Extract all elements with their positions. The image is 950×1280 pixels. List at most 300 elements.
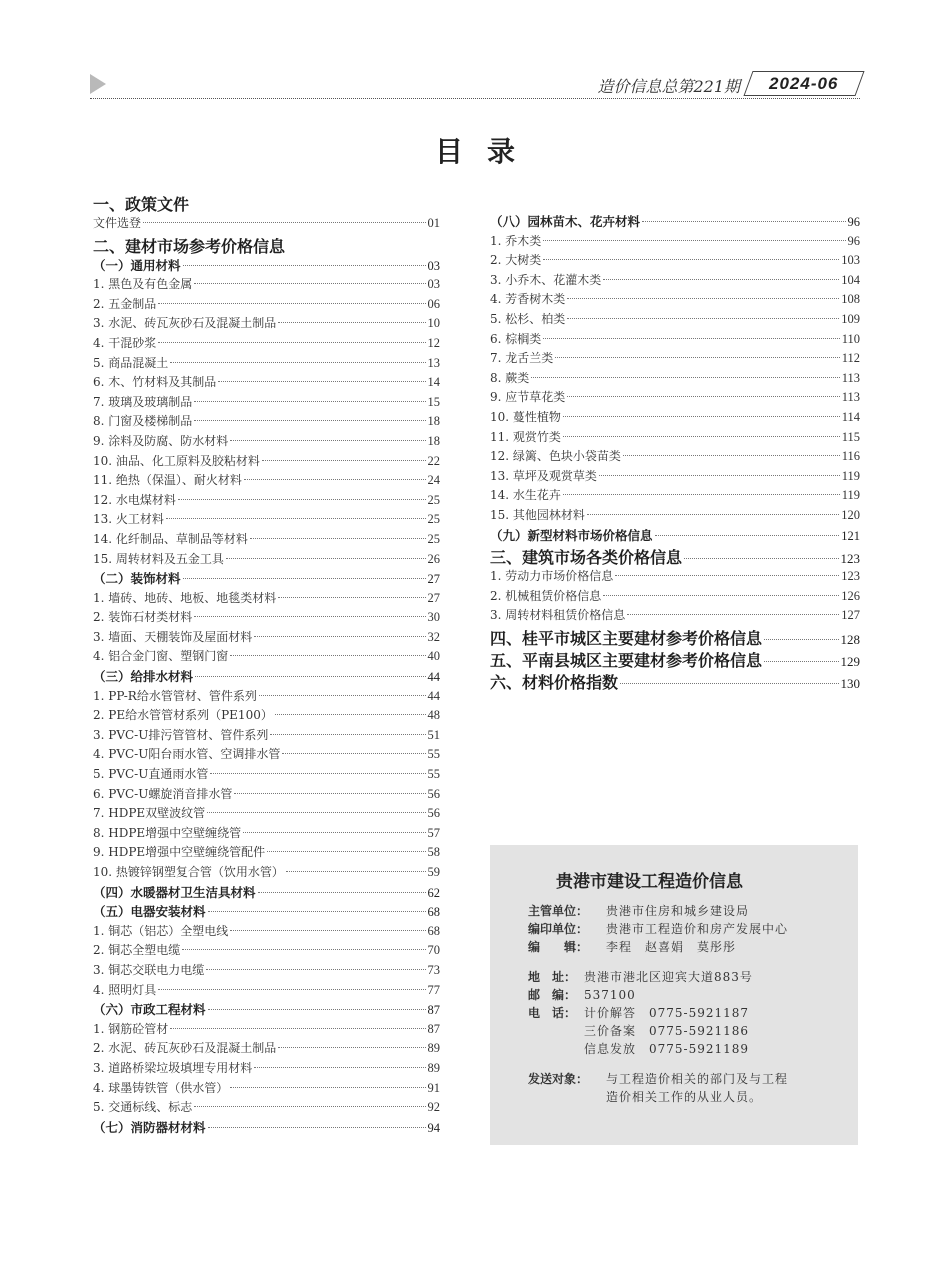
toc-entry — [93, 981, 440, 1001]
toc-page-number: 58 — [427, 845, 440, 860]
toc-dot-leader — [684, 558, 838, 559]
toc-entry — [490, 271, 860, 291]
audience-label: 发送对象： — [528, 1072, 589, 1086]
toc-section-heading — [490, 670, 860, 692]
toc-entry-title: 1. 劳动力市场价格信息 — [490, 569, 614, 584]
toc-dot-leader — [230, 1087, 425, 1088]
toc-entry-title: （九）新型材料市场价格信息 — [490, 527, 653, 543]
toc-page-number: 123 — [841, 569, 860, 584]
toc-entry-title: 4. 照明灯具 — [93, 982, 157, 997]
toc-entry-title: 4. 干混砂浆 — [93, 335, 157, 350]
toc-page-number: 48 — [427, 708, 440, 723]
toc-page-number: 96 — [847, 215, 860, 229]
toc-page-number: 113 — [841, 390, 860, 405]
toc-subsection — [93, 569, 440, 589]
toc-entry — [490, 369, 860, 389]
toc-page-number: 56 — [427, 786, 440, 801]
toc-page-number: 27 — [427, 572, 440, 587]
address-row — [528, 968, 858, 986]
phone-row — [528, 1004, 858, 1022]
toc-page-number: 14 — [427, 375, 440, 390]
toc-dot-leader — [158, 989, 425, 990]
audience-value-2: 造价相关工作的从业人员。 — [606, 1090, 763, 1104]
toc-page-number: 87 — [427, 1021, 440, 1036]
supervisor-value: 贵港市住房和城乡建设局 — [606, 904, 750, 918]
toc-entry-title: 9. HDPE增强中空壁缠绕管配件 — [93, 845, 266, 860]
toc-entry-title: 五、平南县城区主要建材参考价格信息 — [490, 650, 763, 670]
phone-value-1: 计价解答 0775-5921187 — [584, 1006, 750, 1020]
toc-page-number: 44 — [427, 688, 440, 703]
toc-page-number: 115 — [841, 429, 860, 444]
toc-dot-leader — [587, 514, 839, 515]
audience-row — [528, 1070, 858, 1088]
toc-dot-leader — [194, 283, 425, 284]
toc-entry — [490, 606, 860, 626]
toc-page-number: 25 — [427, 531, 440, 546]
address-label: 地 址： — [528, 970, 577, 984]
toc-page-number: 40 — [427, 649, 440, 664]
toc-entry — [93, 745, 440, 765]
toc-entry-title: 15. 其他园林材料 — [490, 507, 585, 522]
toc-entry — [93, 589, 440, 609]
toc-dot-leader — [218, 381, 425, 382]
toc-page-number: 119 — [841, 488, 860, 503]
toc-entry — [93, 510, 440, 530]
toc-dot-leader — [206, 969, 425, 970]
toc-entry-title: 4. 球墨铸铁管（供水管） — [93, 1080, 229, 1095]
toc-dot-leader — [563, 494, 840, 495]
toc-dot-leader — [603, 279, 839, 280]
toc-page-number: 87 — [427, 1003, 440, 1018]
toc-page-number: 27 — [427, 590, 440, 605]
supervisor-row — [528, 902, 858, 920]
toc-page-number: 68 — [427, 923, 440, 938]
toc-dot-leader — [250, 538, 426, 539]
toc-page-number: 57 — [427, 825, 440, 840]
toc-dot-leader — [158, 303, 425, 304]
toc-entry — [93, 843, 440, 863]
toc-page-number: 110 — [841, 331, 860, 346]
toc-subsection — [93, 256, 440, 276]
toc-dot-leader — [278, 322, 425, 323]
toc-dot-leader — [278, 597, 425, 598]
toc-entry-title: 8. 门窗及楼梯制品 — [93, 414, 193, 429]
toc-dot-leader — [567, 318, 839, 319]
toc-dot-leader — [208, 1009, 426, 1010]
toc-entry-title: 11. 绝热（保温）、耐火材料 — [93, 473, 242, 488]
toc-page-number: 112 — [841, 351, 860, 366]
toc-entry-title: 3. 墙面、天棚装饰及屋面材料 — [93, 629, 253, 644]
toc-page-number: 12 — [427, 335, 440, 350]
toc-page-number: 129 — [840, 653, 860, 669]
toc-entry-title: （二）装饰材料 — [93, 571, 181, 587]
toc-page-number: 15 — [427, 394, 440, 409]
toc-dot-leader — [642, 221, 845, 222]
toc-entry-title: 9. 应节草花类 — [490, 390, 566, 405]
toc-dot-leader — [158, 342, 425, 343]
toc-entry-title: 14. 化纤制品、草制品等材料 — [93, 531, 248, 546]
toc-dot-leader — [234, 793, 425, 794]
toc-dot-leader — [230, 440, 425, 441]
issue-date: 2024-06 — [769, 74, 839, 93]
toc-dot-leader — [226, 558, 426, 559]
toc-entry — [93, 608, 440, 628]
toc-dot-leader — [555, 357, 839, 358]
toc-dot-leader — [166, 518, 426, 519]
toc-entry-title: 13. 草坪及观赏草类 — [490, 468, 597, 483]
toc-page-number: 123 — [840, 551, 860, 567]
toc-subsection — [490, 212, 860, 232]
toc-entry-title: 13. 火工材料 — [93, 512, 164, 527]
toc-entry — [93, 726, 440, 746]
toc-entry-title: 1. 钢筋砼管材 — [93, 1021, 169, 1036]
toc-entry — [490, 567, 860, 587]
play-arrow-icon — [90, 74, 106, 94]
toc-entry-title: 2. 五金制品 — [93, 296, 157, 311]
toc-page-number: 30 — [427, 610, 440, 625]
toc-left-column — [93, 192, 440, 1137]
toc-entry — [93, 295, 440, 315]
toc-dot-leader — [230, 930, 425, 931]
toc-entry — [490, 310, 860, 330]
toc-dot-leader — [258, 892, 426, 893]
toc-entry-title: 一、政策文件 — [93, 195, 190, 214]
toc-entry — [93, 275, 440, 295]
toc-section-heading — [490, 545, 860, 567]
toc-entry-title: 7. 龙舌兰类 — [490, 351, 554, 366]
toc-entry-title: （六）市政工程材料 — [93, 1002, 206, 1018]
toc-page-number: 77 — [427, 982, 440, 997]
toc-entry — [93, 393, 440, 413]
toc-page-number: 89 — [427, 1041, 440, 1056]
toc-page-number: 56 — [427, 806, 440, 821]
toc-page-number: 73 — [427, 962, 440, 977]
toc-page-number: 32 — [427, 629, 440, 644]
toc-entry-title: 2. PE给水管管材系列（PE100） — [93, 708, 273, 723]
phone-value-2: 三价备案 0775-5921186 — [584, 1024, 750, 1038]
toc-entry-title: 10. 热镀锌钢塑复合管（饮用水管） — [93, 865, 284, 879]
toc-entry — [93, 412, 440, 432]
toc-dot-leader — [627, 614, 839, 615]
toc-page-number: 108 — [841, 292, 860, 307]
toc-page-number: 18 — [427, 433, 440, 448]
toc-dot-leader — [275, 714, 426, 715]
toc-entry-title: （三）给排水材料 — [93, 669, 194, 685]
toc-entry-title: 5. 交通标线、标志 — [93, 1100, 193, 1115]
toc-entry-title: 12. 水电煤材料 — [93, 492, 176, 507]
toc-dot-leader — [278, 1047, 425, 1048]
toc-dot-leader — [262, 460, 426, 461]
toc-entry — [93, 941, 440, 961]
supervisor-label: 主管单位： — [528, 904, 589, 918]
toc-page-number: 127 — [841, 608, 860, 623]
toc-dot-leader — [194, 1106, 425, 1107]
toc-page-number: 44 — [427, 670, 440, 685]
toc-page-number: 03 — [427, 258, 440, 273]
toc-entry — [93, 628, 440, 648]
toc-entry — [93, 314, 440, 334]
toc-entry-title: 2. 水泥、砖瓦灰砂石及混凝土制品 — [93, 1041, 277, 1056]
toc-entry-title: 14. 水生花卉 — [490, 488, 561, 503]
toc-entry — [93, 1039, 440, 1059]
toc-entry-title: 六、材料价格指数 — [490, 672, 619, 692]
toc-dot-leader — [195, 676, 425, 677]
toc-dot-leader — [282, 753, 425, 754]
toc-page-number: 119 — [841, 468, 860, 483]
toc-page-number: 01 — [427, 216, 440, 230]
toc-entry-title: 7. HDPE双壁波纹管 — [93, 806, 206, 821]
toc-dot-leader — [194, 616, 425, 617]
toc-entry-title: 6. PVC-U螺旋消音排水管 — [93, 786, 233, 801]
toc-page-number: 126 — [841, 588, 860, 603]
toc-entry-title: 8. HDPE增强中空壁缠绕管 — [93, 825, 242, 840]
toc-page-number: 13 — [427, 355, 440, 370]
toc-page-number: 18 — [427, 414, 440, 429]
toc-page-number: 116 — [841, 449, 860, 464]
toc-entry-title: 三、建筑市场各类价格信息 — [490, 548, 683, 568]
toc-page-number: 128 — [840, 631, 860, 647]
toc-dot-leader — [543, 259, 839, 260]
toc-entry — [93, 1079, 440, 1099]
toc-entry-title: 4. 芳香树木类 — [490, 292, 566, 307]
toc-dot-leader — [563, 436, 840, 437]
toc-dot-leader — [244, 479, 426, 480]
toc-entry-title: 7. 玻璃及玻璃制品 — [93, 394, 193, 409]
toc-entry — [93, 432, 440, 452]
toc-dot-leader — [182, 949, 425, 950]
toc-entry-title: 3. 水泥、砖瓦灰砂石及混凝土制品 — [93, 316, 277, 331]
toc-dot-leader — [543, 240, 845, 241]
toc-entry-title: 6. 棕榈类 — [490, 331, 542, 346]
toc-entry — [93, 471, 440, 491]
toc-dot-leader — [764, 639, 838, 640]
toc-entry-title: （五）电器安装材料 — [93, 904, 206, 920]
toc-entry — [93, 706, 440, 726]
toc-entry — [490, 290, 860, 310]
toc-entry — [490, 408, 860, 428]
toc-page-number: 59 — [427, 865, 440, 879]
toc-dot-leader — [208, 1127, 426, 1128]
toc-entry-title: 15. 周转材料及五金工具 — [93, 551, 224, 566]
toc-dot-leader — [178, 499, 426, 500]
toc-page-number: 109 — [841, 311, 860, 326]
toc-subsection — [490, 526, 860, 546]
printer-value: 贵港市工程造价和房产发展中心 — [606, 922, 789, 936]
toc-dot-leader — [170, 1028, 425, 1029]
toc-entry — [93, 961, 440, 981]
toc-dot-leader — [230, 655, 425, 656]
toc-entry-title: 10. 油品、化工原料及胶粘材料 — [93, 453, 260, 468]
postcode-value: 537100 — [584, 988, 636, 1002]
toc-entry-title: 12. 绿篱、色块小袋苗类 — [490, 449, 621, 464]
toc-page-number: 55 — [427, 767, 440, 782]
toc-entry-title: 3. 道路桥梁垃圾填埋专用材料 — [93, 1060, 253, 1075]
toc-page-number: 06 — [427, 296, 440, 311]
toc-entry-title: 1. 墙砖、地砖、地板、地毯类材料 — [93, 590, 277, 605]
toc-page-number: 103 — [841, 253, 860, 268]
toc-subsection — [93, 1000, 440, 1020]
toc-dot-leader — [623, 455, 840, 456]
toc-entry — [490, 486, 860, 506]
toc-dot-leader — [567, 396, 839, 397]
page-title: 目录 — [434, 135, 539, 168]
toc-dot-leader — [567, 298, 839, 299]
toc-page-number: 130 — [840, 675, 860, 691]
toc-page-number: 03 — [427, 277, 440, 292]
page-header — [90, 70, 860, 100]
toc-dot-leader — [267, 851, 425, 852]
issue-date-badge — [743, 71, 864, 96]
toc-dot-leader — [270, 734, 425, 735]
info-box-title: 贵港市建设工程造价信息 — [556, 872, 743, 892]
toc-dot-leader — [543, 338, 839, 339]
toc-entry-title: 5. 松杉、柏类 — [490, 311, 566, 326]
toc-section-heading — [490, 648, 860, 670]
toc-page-number: 94 — [427, 1120, 440, 1135]
toc-entry — [490, 388, 860, 408]
toc-dot-leader — [563, 416, 840, 417]
toc-entry — [490, 349, 860, 369]
toc-page-number: 96 — [847, 233, 860, 248]
toc-page-number: 91 — [427, 1080, 440, 1095]
toc-page-number: 89 — [427, 1060, 440, 1075]
toc-dot-leader — [286, 871, 426, 872]
toc-entry — [93, 1098, 440, 1118]
toc-page-number: 104 — [841, 272, 860, 287]
toc-entry — [93, 687, 440, 707]
toc-entry-title: 3. 铜芯交联电力电缆 — [93, 962, 205, 977]
editor-value: 李程 赵喜娟 莫彤彤 — [606, 940, 737, 954]
address-value: 贵港市港北区迎宾大道883号 — [584, 970, 753, 984]
toc-section-heading — [93, 234, 440, 256]
toc-page-number: 92 — [427, 1100, 440, 1115]
toc-dot-leader — [243, 832, 425, 833]
toc-page-number: 10 — [427, 316, 440, 331]
toc-section-heading — [93, 192, 440, 214]
toc-entry — [93, 922, 440, 942]
publication-info-box — [490, 845, 858, 1145]
issue-number: 造价信息总第221期 — [597, 77, 740, 96]
toc-entry — [93, 452, 440, 472]
toc-dot-leader — [531, 377, 839, 378]
toc-entry — [93, 647, 440, 667]
toc-entry-title: 3. PVC-U排污管管材、管件系列 — [93, 727, 269, 742]
toc-entry-title: （七）消防器材材料 — [93, 1119, 206, 1135]
postcode-row — [528, 986, 858, 1004]
toc-dot-leader — [655, 535, 840, 536]
editor-row — [528, 938, 858, 956]
header-dotted-rule — [90, 98, 860, 99]
printer-label: 编印单位： — [528, 922, 589, 936]
toc-entry — [93, 824, 440, 844]
toc-entry-title: 二、建材市场参考价格信息 — [93, 236, 286, 256]
toc-entry — [93, 214, 440, 234]
toc-page-number: 68 — [427, 905, 440, 920]
phone-value-3: 信息发放 0775-5921189 — [584, 1042, 750, 1056]
toc-entry-title: 6. 木、竹材料及其制品 — [93, 375, 217, 390]
toc-entry — [490, 587, 860, 607]
toc-page-number: 55 — [427, 747, 440, 762]
toc-entry — [93, 354, 440, 374]
toc-entry-title: 2. 装饰石材类材料 — [93, 610, 193, 625]
toc-page-number: 25 — [427, 512, 440, 527]
toc-page-number: 25 — [427, 492, 440, 507]
toc-entry — [93, 863, 440, 883]
toc-entry — [490, 447, 860, 467]
printer-row — [528, 920, 858, 938]
toc-dot-leader — [194, 401, 425, 402]
toc-dot-leader — [194, 420, 425, 421]
toc-dot-leader — [599, 475, 840, 476]
toc-dot-leader — [254, 1067, 425, 1068]
toc-dot-leader — [259, 695, 426, 696]
toc-dot-leader — [143, 222, 425, 223]
toc-dot-leader — [208, 911, 426, 912]
toc-entry-title: 5. PVC-U直通雨水管 — [93, 767, 209, 782]
toc-entry-title: 四、桂平市城区主要建材参考价格信息 — [490, 628, 763, 648]
toc-section-heading — [490, 626, 860, 648]
toc-entry-title: 1. 黑色及有色金属 — [93, 277, 193, 292]
toc-subsection — [93, 667, 440, 687]
toc-dot-leader — [183, 578, 426, 579]
toc-entry-title: 11. 观赏竹类 — [490, 429, 561, 444]
toc-dot-leader — [207, 812, 425, 813]
toc-entry-title: 2. 铜芯全塑电缆 — [93, 943, 181, 958]
toc-entry — [93, 530, 440, 550]
toc-entry-title: 5. 商品混凝土 — [93, 355, 169, 370]
toc-dot-leader — [603, 595, 839, 596]
toc-entry-title: （四）水暖器材卫生洁具材料 — [93, 884, 256, 900]
toc-entry — [490, 428, 860, 448]
toc-entry-title: （八）园林苗木、花卉材料 — [490, 214, 641, 229]
toc-entry-title: 2. 机械租赁价格信息 — [490, 588, 602, 603]
toc-entry-title: 文件选登 — [93, 216, 142, 230]
toc-page-number: 62 — [427, 885, 440, 900]
toc-subsection — [93, 883, 440, 903]
toc-dot-leader — [183, 265, 426, 266]
phone-label: 电 话： — [528, 1006, 577, 1020]
toc-entry — [490, 232, 860, 252]
toc-entry — [93, 373, 440, 393]
toc-page-number: 114 — [841, 409, 860, 424]
toc-subsection — [93, 1118, 440, 1138]
toc-entry — [93, 785, 440, 805]
toc-entry — [93, 765, 440, 785]
toc-entry-title: 1. PP-R给水管管材、管件系列 — [93, 688, 257, 703]
toc-entry — [93, 1059, 440, 1079]
toc-dot-leader — [620, 683, 838, 684]
toc-page-number: 24 — [427, 473, 440, 488]
toc-page-number: 70 — [427, 943, 440, 958]
toc-right-column — [490, 212, 860, 692]
postcode-label: 邮 编： — [528, 988, 577, 1002]
toc-page-number: 26 — [427, 551, 440, 566]
toc-entry — [490, 467, 860, 487]
toc-dot-leader — [764, 661, 838, 662]
toc-page-number: 51 — [427, 727, 440, 742]
audience-value-1: 与工程造价相关的部门及与工程 — [606, 1072, 789, 1086]
toc-page-number: 22 — [427, 453, 440, 468]
toc-entry-title: 3. 小乔木、花灌木类 — [490, 272, 602, 287]
toc-dot-leader — [170, 362, 425, 363]
toc-entry-title: 1. 乔木类 — [490, 233, 542, 248]
toc-dot-leader — [615, 575, 839, 576]
toc-entry — [93, 804, 440, 824]
toc-page-number: 120 — [841, 507, 860, 522]
toc-entry-title: 10. 蔓性植物 — [490, 409, 561, 424]
toc-entry — [93, 334, 440, 354]
toc-entry — [93, 491, 440, 511]
